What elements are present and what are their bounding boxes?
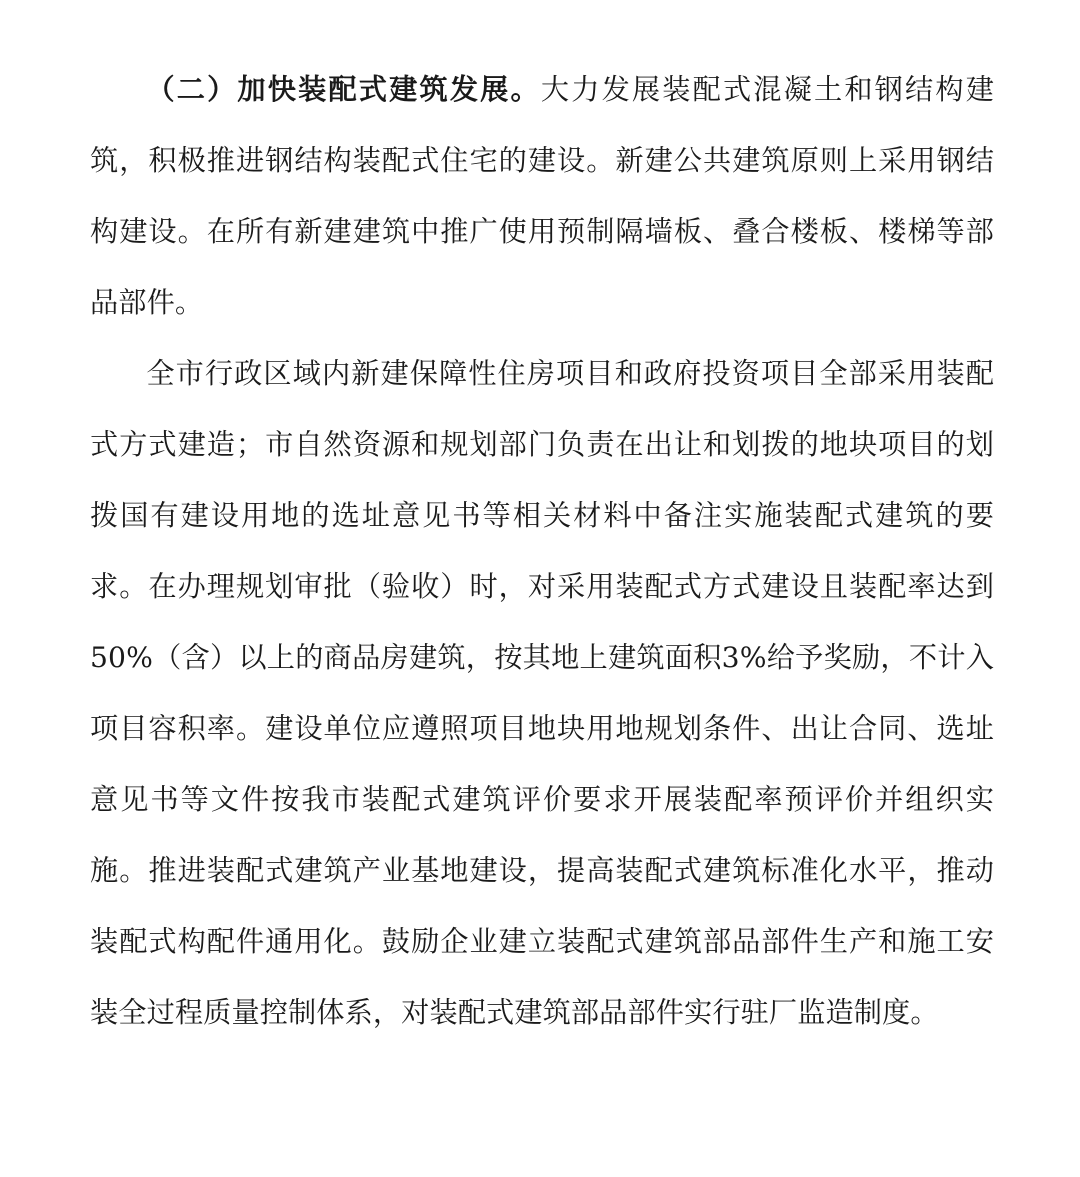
section-heading: （二）加快装配式建筑发展。 bbox=[146, 73, 541, 106]
document-page bbox=[90, 54, 994, 1048]
paragraph-body-2: 全市行政区域内新建保障性住房项目和政府投资项目全部采用装配式方式建造；市自然资源和规划部门负责在出让和划拨的地块项目的划拨国有建设用地的选址意见书等相关材料中备注实施装配式建筑的要求。在办理规划审批（验收）时，对采用装配式方式建设且装配率达到50%（含）以上的商品房建筑，按其地上建筑面积3%给予奖励，不计入项目容积率。建设单位应遵照项目地块用地规划条件、出让合同、选址意见书等文件按我市装配式建筑评价要求开展装配率预评价并组织实施。推进装配式建筑产业基地建设，提高装配式建筑标准化水平，推动装配式构配件通用化。鼓励企业建立装配式建筑部品部件生产和施工安装全过程质量控制体系，对装配式建筑部品部件实行驻厂监造制度。 bbox=[90, 357, 994, 1029]
paragraph-policy-details bbox=[90, 338, 994, 1048]
paragraph-assembled-building-development bbox=[90, 54, 994, 338]
paragraph-body-1: 大力发展装配式混凝土和钢结构建筑，积极推进钢结构装配式住宅的建设。新建公共建筑原则上采用钢结构建设。在所有新建建筑中推广使用预制隔墙板、叠合楼板、楼梯等部品部件。 bbox=[90, 73, 994, 319]
